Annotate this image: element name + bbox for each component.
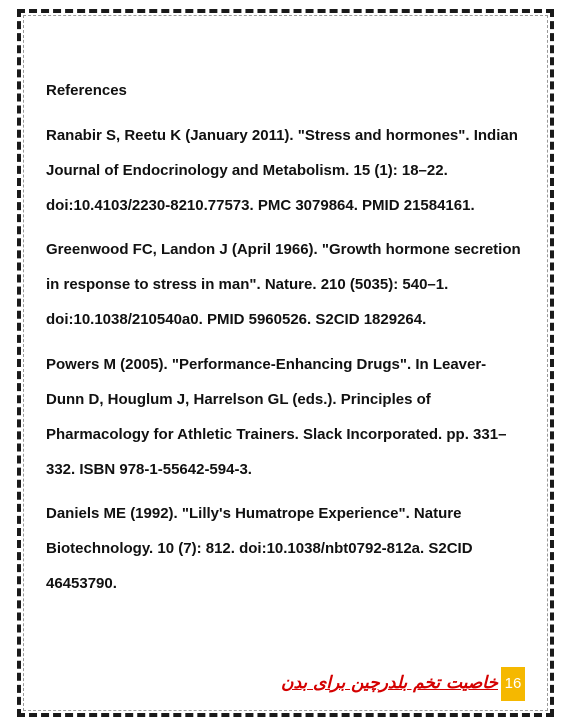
- cut-off-header-text: [190, 0, 239, 4]
- footer-title: خاصیت تخم بلدرچین برای بدن: [281, 673, 498, 693]
- reference-entry: Daniels ME (1992). "Lilly's Humatrope Experience". Nature Biotechnology. 10 (7): 812. doi:10.1038/nbt0792-812a. S2CID 46453790.: [46, 505, 473, 592]
- references-heading: References: [46, 82, 127, 99]
- reference-entry: Greenwood FC, Landon J (April 1966). "Growth hormone secretion in response to stress in man". Nature. 210 (5035): 540–1. doi:10.1038/210540a0. PMID 5960526. S2CID 1829264.: [46, 241, 521, 328]
- reference-entry: Powers M (2005). "Performance-Enhancing Drugs". In Leaver-Dunn D, Houglum J, Harrelson GL (eds.). Principles of Pharmacology for Athletic Trainers. Slack Incorporated. pp. 331–332. ISBN 978-1-55642-594-3.: [46, 356, 507, 478]
- reference-entry: Ranabir S, Reetu K (January 2011). "Stress and hormones". Indian Journal of Endocrinology and Metabolism. 15 (1): 18–22. doi:10.4103/2230-8210.77573. PMC 3079864. PMID 21584161.: [46, 127, 518, 214]
- page-number: 16: [501, 667, 525, 701]
